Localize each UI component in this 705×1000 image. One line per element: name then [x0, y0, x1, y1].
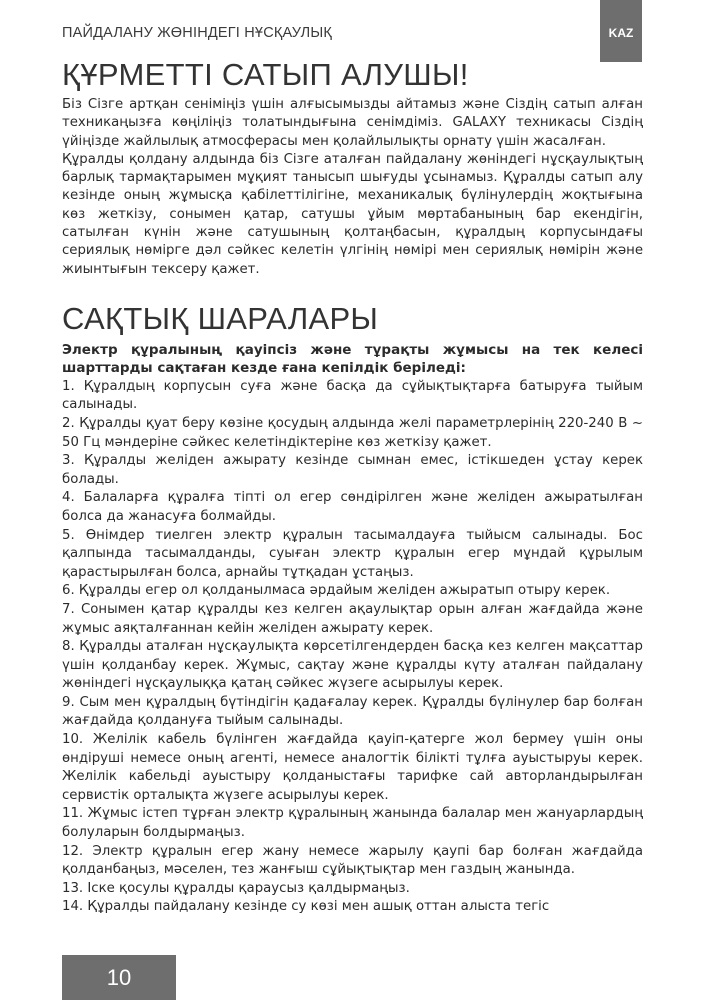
- precaution-item: 5. Өнімдер тиелген электр құралын тасымалдауға тыйысм салынады. Бос қалпында тасымалданды, суыған электр құралын егер мұндай құрылым қарастырылған болса, арнайы тұтқадан ұстаңыз.: [62, 527, 643, 580]
- precaution-item: 12. Электр құралын егер жану немесе жарылу қаупі бар болған жағдайда қолданбаңыз, мәселен, тез жанғыш сұйықтықтар мен газдың жанында.: [62, 843, 643, 878]
- precaution-item: 2. Құралды қуат беру көзіне қосудың алдында желі параметрлерінің 220-240 В ~ 50 Гц мәндеріне сәйкес келетіндіктеріне көз жеткізу қажет.: [62, 415, 643, 450]
- greeting-title: ҚҰРМЕТТІ САТЫП АЛУШЫ!: [62, 57, 469, 92]
- language-badge: KAZ: [600, 0, 642, 62]
- precaution-item: 11. Жұмыс істеп тұрған электр құралының жанында балалар мен жануарлардың болуларын болдырмаңыз.: [62, 806, 643, 841]
- precautions-title: САҚТЫҚ ШАРАЛАРЫ: [62, 300, 379, 336]
- running-header: ПАЙДАЛАНУ ЖӨНІНДЕГІ НҰСҚАУЛЫҚ: [62, 25, 333, 41]
- precaution-item: 13. Іске қосулы құралды қараусыз қалдырмаңыз.: [62, 880, 410, 896]
- precaution-item: 14. Құралды пайдалану кезінде су көзі мен ашық оттан алыста тегіс: [62, 899, 550, 915]
- precaution-item: 8. Құралды аталған нұсқаулықта көрсетілгендерден басқа кез келген мақсаттар үшін қолданбау керек. Жұмыс, сақтау және құралды күту аталған пайдалану жөніндегі нұсқаулыққа қатаң сәйкес жүзеге асырылуы керек.: [62, 639, 643, 692]
- precaution-item: 9. Сым мен құралдың бүтіндігін қадағалау керек. Құралды бүлінулер бар болған жағдайда қолдануға тыйым салынады.: [62, 694, 643, 729]
- precaution-item: 3. Құралды желіден ажырату кезінде сымнан емес, істікшеден ұстау керек болады.: [62, 453, 643, 487]
- intro-section: [62, 96, 643, 279]
- page-content: [62, 57, 643, 917]
- page-number: 10: [62, 955, 176, 1000]
- precautions-lead: Электр құралының қауіпсіз және тұрақты жұмысы на тек келесі шарттарды сақтаған кезде ғана кепілдік беріледі:: [62, 341, 643, 377]
- intro-paragraph: Құралды қолдану алдында біз Сізге аталған пайдалану жөніндегі нұсқаулықтың барлық тармақтарымен мұқият танысып шығуды ұсынамыз. Құралды сатып алу кезінде оның жұмысқа қабілеттілігіне, механикалық бүлінулердің жоқтығына көз жеткізу, сонымен қатар, сатушы ұйым мөртабанының бар екендігін, сатылған күнін және сатушының қолтаңбасын, құралдың корпусындағы сериялық нөмірге дәл сәйкес келетін үлгінің нөмірі мен сериялық нөмірін және жиынтығын тексеру қажет.: [62, 151, 643, 277]
- precaution-item: 7. Сонымен қатар құралды кез келген ақаулықтар орын алған жағдайда және жұмыс аяқталғаннан кейін желіден ажырату керек.: [62, 601, 643, 636]
- intro-paragraph: Біз Сізге артқан сеніміңіз үшін алғысымызды айтамыз және Сіздің сатып алған техникаңызға көңіліңіз толатындығына сенімдіміз. GALAXY техникасы Сіздің үйіңізде жайлылық атмосферасы мен қолайлылықты орнату үшін жасалған.: [62, 97, 643, 149]
- precautions-list: [62, 378, 643, 917]
- precaution-item: 6. Құралды егер ол қолданылмаса әрдайым желіден ажыратып отыру керек.: [62, 583, 611, 599]
- precaution-item: 1. Құралдың корпусын суға және басқа да сұйықтықтарға батыруға тыйым салынады.: [62, 378, 643, 413]
- precaution-item: 4. Балаларға құралға тіпті ол егер сөндірілген және желіден ажыратылған болса да жанасуға болмайды.: [62, 490, 643, 524]
- precaution-item: 10. Желілік кабель бүлінген жағдайда қауіп-қатерге жол бермеу үшін оны өндіруші немесе оның агенті, немесе аналогтік білікті тұлға ауыстыруы керек. Желілік кабельді ауыстыру қолданыстағы тарифке сай авторландырылған сервистік орталықта жүзеге асырылуы керек.: [62, 732, 643, 803]
